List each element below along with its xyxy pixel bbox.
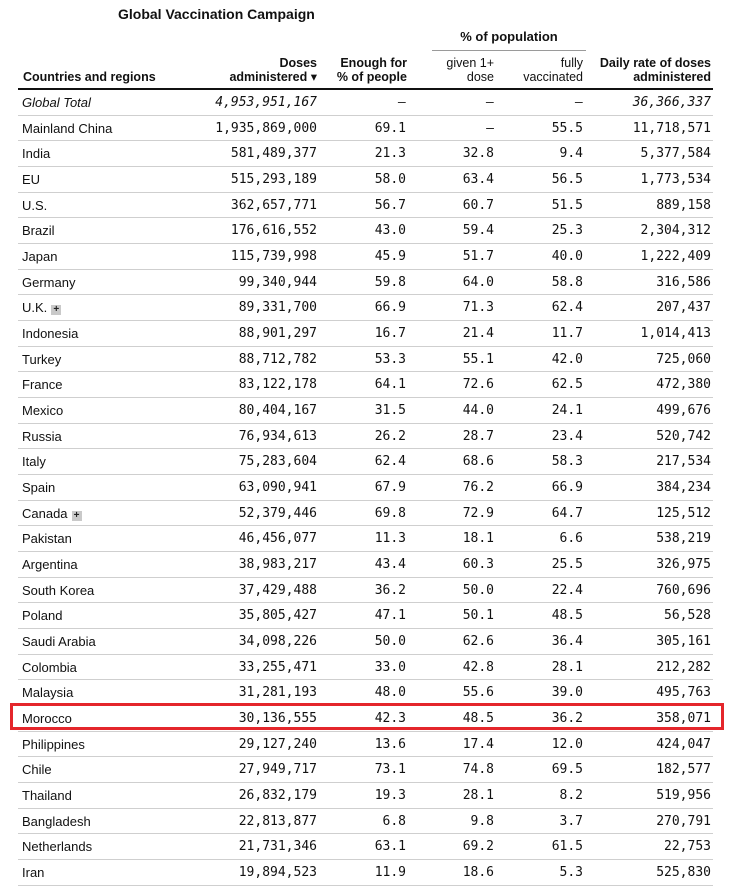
table-row	[18, 218, 713, 244]
daily-rate-cell: 125,512	[656, 505, 711, 521]
country-name: Iran	[22, 865, 45, 881]
daily-rate-cell: 538,219	[656, 531, 711, 547]
fully-vaccinated-cell: 48.5	[551, 608, 583, 624]
fully-vaccinated-cell: 24.1	[551, 403, 583, 419]
table-row	[18, 629, 713, 655]
enough-for-cell: 69.1	[374, 120, 406, 136]
table-row	[18, 295, 713, 321]
given-dose-cell: 28.1	[462, 788, 494, 804]
given-dose-cell: 69.2	[462, 839, 494, 855]
fully-vaccinated-cell: 25.3	[551, 223, 583, 239]
doses-cell: 19,894,523	[238, 865, 317, 881]
vaccination-table-body	[18, 90, 713, 886]
doses-cell: 46,456,077	[238, 531, 317, 547]
fully-vaccinated-cell: 9.4	[559, 146, 583, 162]
table-row	[18, 347, 713, 373]
table-row	[18, 321, 713, 347]
enough-for-cell: 43.4	[374, 557, 406, 573]
doses-cell: 22,813,877	[238, 813, 317, 829]
daily-rate-cell: 217,534	[656, 454, 711, 470]
table-row	[18, 475, 713, 501]
given-dose-cell: 17.4	[462, 736, 494, 752]
doses-cell: 88,712,782	[238, 351, 317, 367]
doses-cell: 99,340,944	[238, 274, 317, 290]
daily-rate-cell: 207,437	[656, 300, 711, 316]
enough-for-cell: 45.9	[374, 249, 406, 265]
fully-vaccinated-cell: 8.2	[559, 788, 583, 804]
given-dose-cell: 18.6	[462, 865, 494, 881]
daily-rate-cell: 424,047	[656, 736, 711, 752]
table-row	[18, 244, 713, 270]
enough-for-cell: 50.0	[374, 634, 406, 650]
given-dose-cell: 28.7	[462, 428, 494, 444]
enough-for-cell: 58.0	[374, 172, 406, 188]
given-dose-cell: 71.3	[462, 300, 494, 316]
country-name: Philippines	[22, 736, 85, 752]
fully-vaccinated-cell: 22.4	[551, 582, 583, 598]
table-row	[18, 270, 713, 296]
enough-for-cell: 73.1	[374, 762, 406, 778]
doses-cell: 515,293,189	[230, 172, 317, 188]
daily-rate-cell: 499,676	[656, 403, 711, 419]
country-name: South Korea	[22, 582, 95, 598]
fully-vaccinated-cell: 25.5	[551, 557, 583, 573]
daily-rate-cell: 5,377,584	[640, 146, 711, 162]
daily-rate-cell: 519,956	[656, 788, 711, 804]
table-row	[18, 578, 713, 604]
fully-vaccinated-cell: 40.0	[551, 249, 583, 265]
doses-cell: 29,127,240	[238, 736, 317, 752]
doses-cell: 4,953,951,167	[215, 95, 317, 110]
doses-cell: 176,616,552	[230, 223, 317, 239]
given-dose-cell: 50.1	[462, 608, 494, 624]
daily-rate-cell: 760,696	[656, 582, 711, 598]
column-header-enough-line2: % of people	[336, 70, 407, 84]
given-dose-cell: 18.1	[462, 531, 494, 547]
enough-for-cell: 13.6	[374, 736, 406, 752]
enough-for-cell: 63.1	[374, 839, 406, 855]
country-name: Thailand	[22, 788, 72, 804]
enough-for-cell: 67.9	[374, 480, 406, 496]
country-name: Pakistan	[22, 531, 72, 547]
given-dose-cell: –	[486, 120, 494, 136]
daily-rate-cell: 305,161	[656, 634, 711, 650]
table-row	[18, 193, 713, 219]
country-name: Bangladesh	[22, 813, 91, 829]
table-row	[18, 603, 713, 629]
doses-cell: 75,283,604	[238, 454, 317, 470]
doses-cell: 362,657,771	[230, 197, 317, 213]
country-name: Canada	[22, 505, 68, 521]
enough-for-cell: 11.3	[374, 531, 406, 547]
enough-for-cell: 47.1	[374, 608, 406, 624]
fully-vaccinated-cell: 62.4	[551, 300, 583, 316]
country-name: Morocco	[22, 711, 72, 727]
column-header-daily-line1: Daily rate of doses	[599, 56, 711, 70]
doses-cell: 26,832,179	[238, 788, 317, 804]
table-row	[18, 526, 713, 552]
column-header-country[interactable]	[23, 70, 156, 84]
daily-rate-cell: 326,975	[656, 557, 711, 573]
fully-vaccinated-cell: 6.6	[559, 531, 583, 547]
country-name: Germany	[22, 274, 76, 290]
enough-for-cell: 33.0	[374, 659, 406, 675]
enough-for-cell: 16.7	[374, 326, 406, 342]
doses-cell: 30,136,555	[238, 711, 317, 727]
daily-rate-cell: 358,071	[656, 711, 711, 727]
country-name: Japan	[22, 249, 58, 265]
column-header-daily-rate[interactable]	[583, 56, 711, 84]
country-name: EU	[22, 172, 41, 188]
fully-vaccinated-cell: 58.3	[551, 454, 583, 470]
doses-cell: 33,255,471	[238, 659, 317, 675]
column-header-given-line1: given 1+	[446, 56, 494, 70]
daily-rate-cell: 472,380	[656, 377, 711, 393]
country-name: Global Total	[22, 95, 91, 110]
expand-plus-icon[interactable]: +	[72, 511, 82, 521]
column-header-fully-line2: vaccinated	[523, 70, 583, 84]
fully-vaccinated-cell: 66.9	[551, 480, 583, 496]
country-name: Mexico	[22, 403, 64, 419]
country-name: Brazil	[22, 223, 55, 239]
fully-vaccinated-cell: 36.4	[551, 634, 583, 650]
country-name: Russia	[22, 428, 62, 444]
country-name: Mainland China	[22, 120, 113, 136]
fully-vaccinated-cell: 51.5	[551, 197, 583, 213]
given-dose-cell: 76.2	[462, 480, 494, 496]
given-dose-cell: 60.3	[462, 557, 494, 573]
table-row	[18, 398, 713, 424]
column-header-fully-vaccinated[interactable]	[494, 56, 583, 84]
country-name: Colombia	[22, 659, 77, 675]
enough-for-cell: 62.4	[374, 454, 406, 470]
enough-for-cell: 64.1	[374, 377, 406, 393]
doses-cell: 89,331,700	[238, 300, 317, 316]
daily-rate-cell: 725,060	[656, 351, 711, 367]
given-dose-cell: 44.0	[462, 403, 494, 419]
given-dose-cell: 42.8	[462, 659, 494, 675]
table-row	[18, 655, 713, 681]
fully-vaccinated-cell: –	[575, 95, 583, 110]
enough-for-cell: 48.0	[374, 685, 406, 701]
doses-cell: 35,805,427	[238, 608, 317, 624]
enough-for-cell: 43.0	[374, 223, 406, 239]
table-row	[18, 372, 713, 398]
daily-rate-cell: 182,577	[656, 762, 711, 778]
fully-vaccinated-cell: 62.5	[551, 377, 583, 393]
doses-cell: 63,090,941	[238, 480, 317, 496]
doses-cell: 21,731,346	[238, 839, 317, 855]
enough-for-cell: 59.8	[374, 274, 406, 290]
table-row	[18, 141, 713, 167]
daily-rate-cell: 22,753	[664, 839, 711, 855]
column-header-doses[interactable]	[210, 56, 317, 84]
country-name: U.K.	[22, 300, 48, 316]
given-dose-cell: 59.4	[462, 223, 494, 239]
doses-cell: 27,949,717	[238, 762, 317, 778]
daily-rate-cell: 889,158	[656, 197, 711, 213]
daily-rate-cell: 11,718,571	[632, 120, 711, 136]
daily-rate-cell: 1,773,534	[640, 172, 711, 188]
country-name: Malaysia	[22, 685, 74, 701]
enough-for-cell: 42.3	[374, 711, 406, 727]
country-name: Poland	[22, 608, 63, 624]
doses-cell: 80,404,167	[238, 403, 317, 419]
daily-rate-cell: 1,014,413	[640, 326, 711, 342]
column-header-given-line2: dose	[466, 70, 494, 84]
given-dose-cell: 21.4	[462, 326, 494, 342]
column-header-fully-line1: fully	[560, 56, 583, 70]
table-row	[18, 732, 713, 758]
given-dose-cell: 72.6	[462, 377, 494, 393]
table-row	[18, 783, 713, 809]
fully-vaccinated-cell: 58.8	[551, 274, 583, 290]
given-dose-cell: 55.1	[462, 351, 494, 367]
group-header-rule	[432, 50, 586, 51]
country-name: France	[22, 377, 63, 393]
given-dose-cell: 9.8	[470, 813, 494, 829]
column-header-daily-line2: administered	[633, 70, 711, 84]
doses-cell: 581,489,377	[230, 146, 317, 162]
enough-for-cell: 6.8	[382, 813, 406, 829]
daily-rate-cell: 384,234	[656, 480, 711, 496]
daily-rate-cell: 2,304,312	[640, 223, 711, 239]
enough-for-cell: 66.9	[374, 300, 406, 316]
fully-vaccinated-cell: 11.7	[551, 326, 583, 342]
fully-vaccinated-cell: 64.7	[551, 505, 583, 521]
given-dose-cell: 64.0	[462, 274, 494, 290]
country-name: India	[22, 146, 51, 162]
given-dose-cell: 62.6	[462, 634, 494, 650]
fully-vaccinated-cell: 5.3	[559, 865, 583, 881]
daily-rate-cell: 212,282	[656, 659, 711, 675]
column-header-enough-line1: Enough for	[340, 56, 407, 70]
fully-vaccinated-cell: 3.7	[559, 813, 583, 829]
table-row	[18, 424, 713, 450]
daily-rate-cell: 270,791	[656, 813, 711, 829]
country-name: Indonesia	[22, 326, 79, 342]
column-header-country-label: Countries and regions	[23, 70, 156, 84]
given-dose-cell: 50.0	[462, 582, 494, 598]
daily-rate-cell: 520,742	[656, 428, 711, 444]
highlight-box	[10, 703, 724, 730]
column-header-enough[interactable]	[318, 56, 407, 84]
table-row	[18, 449, 713, 475]
daily-rate-cell: 495,763	[656, 685, 711, 701]
table-row	[18, 167, 713, 193]
column-header-doses-line1: Doses	[279, 56, 317, 70]
table-row	[18, 501, 713, 527]
fully-vaccinated-cell: 56.5	[551, 172, 583, 188]
column-header-given-dose[interactable]	[406, 56, 494, 84]
daily-rate-cell: 36,366,337	[632, 95, 711, 110]
enough-for-cell: 53.3	[374, 351, 406, 367]
given-dose-cell: 68.6	[462, 454, 494, 470]
country-name: Netherlands	[22, 839, 93, 855]
fully-vaccinated-cell: 69.5	[551, 762, 583, 778]
table-row	[18, 860, 713, 886]
country-name: Argentina	[22, 557, 78, 573]
doses-cell: 83,122,178	[238, 377, 317, 393]
fully-vaccinated-cell: 55.5	[551, 120, 583, 136]
fully-vaccinated-cell: 36.2	[551, 711, 583, 727]
fully-vaccinated-cell: 42.0	[551, 351, 583, 367]
country-name: Spain	[22, 480, 56, 496]
given-dose-cell: 60.7	[462, 197, 494, 213]
table-row-global-total	[18, 90, 713, 116]
given-dose-cell: 32.8	[462, 146, 494, 162]
doses-cell: 31,281,193	[238, 685, 317, 701]
doses-cell: 52,379,446	[238, 505, 317, 521]
fully-vaccinated-cell: 39.0	[551, 685, 583, 701]
doses-cell: 88,901,297	[238, 326, 317, 342]
percent-population-group-header: % of population	[460, 29, 558, 44]
fully-vaccinated-cell: 23.4	[551, 428, 583, 444]
daily-rate-cell: 1,222,409	[640, 249, 711, 265]
enough-for-cell: 11.9	[374, 865, 406, 881]
fully-vaccinated-cell: 61.5	[551, 839, 583, 855]
enough-for-cell: 36.2	[374, 582, 406, 598]
table-row	[18, 116, 713, 142]
country-name: Italy	[22, 454, 46, 470]
enough-for-cell: 19.3	[374, 788, 406, 804]
table-row	[18, 834, 713, 860]
given-dose-cell: 51.7	[462, 249, 494, 265]
given-dose-cell: 63.4	[462, 172, 494, 188]
enough-for-cell: 31.5	[374, 403, 406, 419]
table-title: Global Vaccination Campaign	[118, 6, 315, 22]
given-dose-cell: 72.9	[462, 505, 494, 521]
given-dose-cell: 55.6	[462, 685, 494, 701]
country-name: Turkey	[22, 351, 62, 367]
enough-for-cell: 56.7	[374, 197, 406, 213]
enough-for-cell: 26.2	[374, 428, 406, 444]
doses-cell: 38,983,217	[238, 557, 317, 573]
enough-for-cell: –	[398, 95, 406, 110]
country-name: U.S.	[22, 197, 48, 213]
enough-for-cell: 21.3	[374, 146, 406, 162]
expand-plus-icon[interactable]: +	[51, 305, 61, 315]
table-row	[18, 809, 713, 835]
doses-cell: 76,934,613	[238, 428, 317, 444]
given-dose-cell: 74.8	[462, 762, 494, 778]
table-row	[18, 552, 713, 578]
column-header-doses-line2: administered ▾	[229, 70, 317, 84]
doses-cell: 37,429,488	[238, 582, 317, 598]
given-dose-cell: –	[486, 95, 494, 110]
doses-cell: 1,935,869,000	[215, 120, 317, 136]
country-name: Saudi Arabia	[22, 634, 96, 650]
fully-vaccinated-cell: 12.0	[551, 736, 583, 752]
given-dose-cell: 48.5	[462, 711, 494, 727]
enough-for-cell: 69.8	[374, 505, 406, 521]
doses-cell: 115,739,998	[230, 249, 317, 265]
table-row	[18, 757, 713, 783]
country-name: Chile	[22, 762, 52, 778]
fully-vaccinated-cell: 28.1	[551, 659, 583, 675]
daily-rate-cell: 316,586	[656, 274, 711, 290]
daily-rate-cell: 56,528	[664, 608, 711, 624]
daily-rate-cell: 525,830	[656, 865, 711, 881]
doses-cell: 34,098,226	[238, 634, 317, 650]
